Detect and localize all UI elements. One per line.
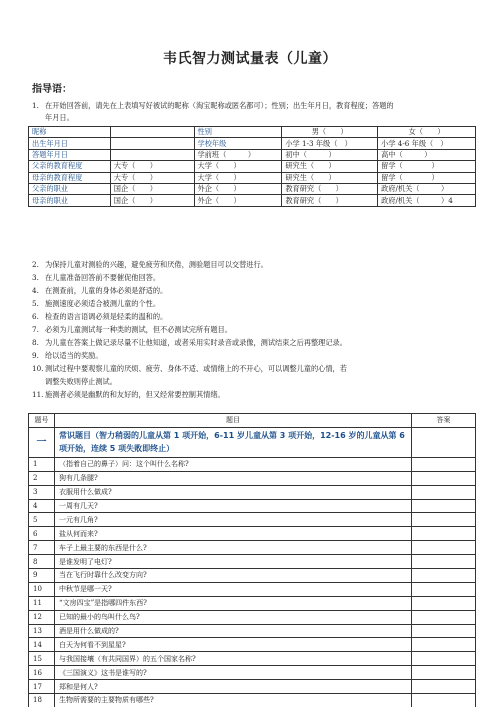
table-row <box>29 666 476 680</box>
info-row <box>29 149 476 160</box>
section-num: 一 <box>29 427 55 457</box>
answer-cell[interactable] <box>412 513 476 527</box>
table-row <box>29 694 476 707</box>
table-row <box>29 485 476 499</box>
table-row <box>29 471 476 485</box>
rule-text: 施测速度必须适合被测儿童的个性。 <box>45 299 161 308</box>
info-label: 父亲的教育程度 <box>29 161 111 172</box>
question-num: 14 <box>29 638 55 652</box>
header-answer: 答案 <box>412 414 476 428</box>
info-row <box>29 183 476 194</box>
answer-cell[interactable] <box>412 596 476 610</box>
question-text: 是谁发明了电灯? <box>55 555 412 569</box>
info-cell[interactable]: 大学（ ） <box>194 161 282 172</box>
question-num: 18 <box>29 694 55 707</box>
table-row <box>29 457 476 471</box>
rule-num: 5. <box>32 299 39 308</box>
question-text: 一元有几角? <box>55 513 412 527</box>
answer-cell[interactable] <box>412 680 476 694</box>
info-cell[interactable]: 国企（ ） <box>110 195 194 206</box>
question-num: 4 <box>29 499 55 513</box>
info-cell[interactable] <box>110 127 194 138</box>
rule-text: 在儿童准备回答前不要催促他回答。 <box>45 273 161 282</box>
table-row <box>29 569 476 583</box>
rule-num: 11. <box>32 390 44 399</box>
info-label: 学校年级 <box>194 138 282 149</box>
answer-cell[interactable] <box>412 666 476 680</box>
rule-num: 2. <box>32 260 39 269</box>
info-label: 出生年月日 <box>29 138 111 149</box>
info-cell[interactable]: 国企（ ） <box>110 183 194 194</box>
instruction-1-num: 1. <box>32 101 39 110</box>
info-row <box>29 195 476 206</box>
rule-item <box>32 323 482 336</box>
question-text: 车子上最主要的东西是什么? <box>55 541 412 555</box>
rule-item <box>32 271 482 284</box>
answer-cell[interactable] <box>412 527 476 541</box>
table-row <box>29 513 476 527</box>
question-text: “文房四宝”是指哪四件东西? <box>55 596 412 610</box>
info-cell[interactable] <box>110 149 194 160</box>
info-cell[interactable]: 留学（ ） <box>378 161 476 172</box>
info-label: 父亲的职业 <box>29 183 111 194</box>
question-text: 衣服用什么做成? <box>55 485 412 499</box>
header-num: 题号 <box>29 414 55 428</box>
info-cell[interactable]: 大专（ ） <box>110 161 194 172</box>
question-num: 6 <box>29 527 55 541</box>
answer-cell[interactable] <box>412 624 476 638</box>
rule-item <box>32 349 482 362</box>
question-num: 2 <box>29 471 55 485</box>
answer-cell[interactable] <box>412 541 476 555</box>
table-row <box>29 680 476 694</box>
question-text: 郑和是何人? <box>55 680 412 694</box>
info-row <box>29 127 476 138</box>
rule-text: 检查的语言语调必须是轻柔的温和的。 <box>45 312 168 321</box>
info-label: 性别 <box>194 127 282 138</box>
rule-item <box>32 297 482 310</box>
table-row <box>29 582 476 596</box>
answer-cell[interactable] <box>412 610 476 624</box>
question-num: 9 <box>29 569 55 583</box>
answer-cell[interactable] <box>412 471 476 485</box>
rule-item <box>32 362 482 375</box>
rule-num: 3. <box>32 273 39 282</box>
info-label: 母亲的职业 <box>29 195 111 206</box>
table-row <box>29 541 476 555</box>
answer-cell[interactable] <box>412 582 476 596</box>
info-label: 答题年月日 <box>29 149 111 160</box>
question-text: 已知的最小的鸟叫什么鸟? <box>55 610 412 624</box>
info-cell[interactable]: 外企（ ） <box>194 195 282 206</box>
info-cell[interactable]: 女（ ） <box>378 127 476 138</box>
guide-label: 指导语： <box>32 84 72 95</box>
info-cell[interactable]: 大学（ ） <box>194 172 282 183</box>
info-cell[interactable]: 小学 4-6 年级（ ） <box>378 138 476 149</box>
rule-text: 在测查前，儿童的身体必须是舒适的。 <box>45 286 168 295</box>
info-cell[interactable]: 研究生（ ） <box>282 161 378 172</box>
table-row <box>29 624 476 638</box>
question-num: 3 <box>29 485 55 499</box>
question-text: 当在飞行时靠什么改变方向? <box>55 569 412 583</box>
question-num: 11 <box>29 596 55 610</box>
question-num: 8 <box>29 555 55 569</box>
question-num: 7 <box>29 541 55 555</box>
answer-cell[interactable] <box>412 694 476 707</box>
question-text: 盐从何而来? <box>55 527 412 541</box>
info-cell[interactable]: 小学 1-3 年级（ ） <box>282 138 378 149</box>
info-table <box>28 126 476 207</box>
question-num: 1 <box>29 457 55 471</box>
instruction-1-line2: 年月日。 <box>45 112 74 122</box>
answer-cell[interactable] <box>412 427 476 457</box>
table-row <box>29 652 476 666</box>
instruction-1-line1: 在开始回答前，请先在上表填写好被试的昵称（淘宝昵称或匿名都可）；性别；出生年月日，教育程度；答题的 <box>45 101 394 110</box>
rule-text-continued: 调整失败则停止测试。 <box>45 377 117 386</box>
rule-num: 6. <box>32 312 39 321</box>
table-row <box>29 499 476 513</box>
info-cell[interactable]: 政府/机关（ ）4 <box>378 195 476 206</box>
table-row <box>29 527 476 541</box>
info-cell[interactable]: 学前班（ ） <box>194 149 282 160</box>
rule-num: 4. <box>32 286 39 295</box>
page-title: 韦氏智力测试量表（儿童） <box>163 51 337 67</box>
info-row <box>29 138 476 149</box>
question-text: 《三国演义》这书是谁写的? <box>55 666 412 680</box>
answer-cell[interactable] <box>412 485 476 499</box>
rule-text: 必须为儿童测试每一种类的测试，但不必测试完所有题目。 <box>45 325 232 334</box>
info-cell[interactable] <box>110 138 194 149</box>
rule-num: 9. <box>32 351 39 360</box>
question-text: 生物所需要的主要物质有哪些? <box>55 694 412 707</box>
info-cell[interactable]: 教育研究（ ） <box>282 183 378 194</box>
info-cell[interactable]: 初中（ ） <box>282 149 378 160</box>
table-row <box>29 555 476 569</box>
answer-cell[interactable] <box>412 569 476 583</box>
section-text: 常识题目（智力稍弱的儿童从第 1 项开始，6-11 岁儿童从第 3 项开始，12-16 岁的儿童从第 6 项开始，连续 5 项失败即终止） <box>55 427 412 457</box>
question-text: 中秋节是哪一天? <box>55 582 412 596</box>
info-cell[interactable]: 留学（ ） <box>378 172 476 183</box>
question-num: 17 <box>29 680 55 694</box>
table-row <box>29 596 476 610</box>
rule-item <box>32 310 482 323</box>
answer-cell[interactable] <box>412 638 476 652</box>
info-cell[interactable]: 研究生（ ） <box>282 172 378 183</box>
rules-list <box>32 258 482 401</box>
info-cell[interactable]: 政府/机关（ ） <box>378 183 476 194</box>
info-cell[interactable]: 外企（ ） <box>194 183 282 194</box>
question-num: 10 <box>29 582 55 596</box>
rule-text: 测试过程中要观察儿童的厌烦、疲劳、身体不适、或情绪上的不开心，可以调整儿童的心情，若 <box>45 364 347 373</box>
info-cell[interactable]: 教育研究（ ） <box>282 195 378 206</box>
question-num: 12 <box>29 610 55 624</box>
info-label: 母亲的教育程度 <box>29 172 111 183</box>
info-label: 昵称 <box>29 127 111 138</box>
rule-text: 给以适当的奖励。 <box>45 351 103 360</box>
table-row <box>29 638 476 652</box>
question-text: 一周有几天? <box>55 499 412 513</box>
question-text: 狗有几条腿? <box>55 471 412 485</box>
rule-text: 为保持儿童对测验的兴趣，避免疲劳和厌倦，测验题目可以交替进行。 <box>45 260 268 269</box>
question-text: 酒是用什么做成的? <box>55 624 412 638</box>
info-cell[interactable]: 男（ ） <box>282 127 378 138</box>
answer-cell[interactable] <box>412 555 476 569</box>
question-num: 5 <box>29 513 55 527</box>
info-row <box>29 161 476 172</box>
question-text: 白天为何看不到星星? <box>55 638 412 652</box>
rule-item <box>32 258 482 271</box>
question-num: 13 <box>29 624 55 638</box>
info-cell[interactable]: 大专（ ） <box>110 172 194 183</box>
question-num: 16 <box>29 666 55 680</box>
rule-text: 施测者必须是幽默的和友好的，但又经常要控制其情绪。 <box>45 390 225 399</box>
rule-text: 为儿童在答案上做记录尽量不让他知道，或者采用实时录音或录像，测试结束之后再整理记录。 <box>45 338 347 347</box>
rule-item <box>32 284 482 297</box>
section-row <box>29 427 476 457</box>
info-row <box>29 172 476 183</box>
answer-cell[interactable] <box>412 499 476 513</box>
question-text: 与我国接壤（有共同国界）的五个国家名称? <box>55 652 412 666</box>
instruction-1 <box>32 100 482 123</box>
question-table <box>28 413 476 707</box>
question-num: 15 <box>29 652 55 666</box>
header-question: 题目 <box>55 414 412 428</box>
table-row <box>29 610 476 624</box>
answer-cell[interactable] <box>412 457 476 471</box>
rule-num: 10. <box>32 364 44 373</box>
rule-num: 7. <box>32 325 39 334</box>
rule-item <box>32 336 482 349</box>
rule-num: 8. <box>32 338 39 347</box>
info-cell[interactable]: 高中（ ） <box>378 149 476 160</box>
answer-cell[interactable] <box>412 652 476 666</box>
question-text: （指着自己的鼻子）问：这个叫什么名称? <box>55 457 412 471</box>
rule-item <box>32 388 482 401</box>
